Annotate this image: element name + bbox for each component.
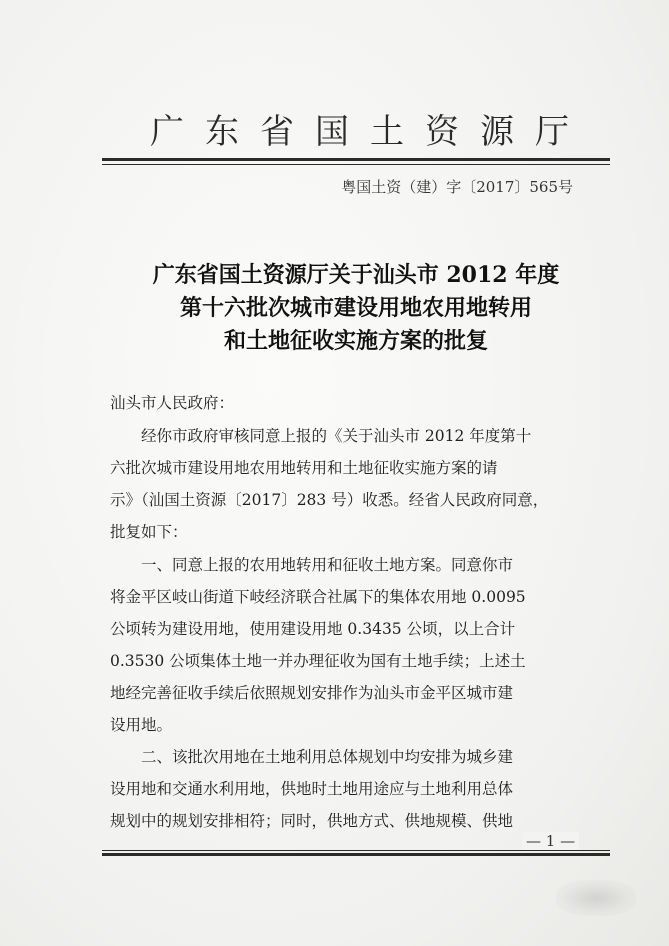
document-number: 粤国土资（建）字〔2017〕565号 bbox=[341, 178, 573, 196]
body-line: 规划中的规划安排相符；同时，供地方式、供地规模、供地 bbox=[110, 812, 514, 830]
body-line: 设用地。 bbox=[110, 716, 173, 734]
body-line: 一、同意上报的农用地转用和征收土地方案。同意你市 bbox=[141, 556, 514, 574]
page-number: — 1 — bbox=[522, 832, 579, 850]
body-line: 批复如下： bbox=[110, 523, 188, 541]
agency-header: 广东省国土资源厅 bbox=[150, 112, 590, 152]
scan-smudge bbox=[556, 880, 636, 916]
body-line: 设用地和交通水利用地，供地时土地用途应与土地利用总体 bbox=[110, 780, 514, 798]
body-line: 地经完善征收手续后依照规划安排作为汕头市金平区城市建 bbox=[110, 684, 514, 702]
footer-rule-thick bbox=[102, 853, 610, 856]
body-line: 示》（汕国土资源〔2017〕283 号）收悉。经省人民政府同意， bbox=[110, 491, 549, 509]
header-rule-thin bbox=[102, 164, 610, 165]
document-title-line-3: 和土地征收实施方案的批复 bbox=[223, 328, 488, 354]
footer-rule-thin bbox=[102, 850, 610, 851]
body-line: 六批次城市建设用地农用地转用和土地征收实施方案的请 bbox=[110, 459, 498, 477]
document-title-line-2: 第十六批次城市建设用地农用地转用 bbox=[179, 295, 532, 321]
body-line: 经你市政府审核同意上报的《关于汕头市 2012 年度第十 bbox=[141, 427, 532, 445]
addressee: 汕头市人民政府： bbox=[110, 394, 235, 412]
body-line: 二、该批次用地在土地利用总体规划中均安排为城乡建 bbox=[141, 748, 514, 766]
header-rule-thick bbox=[102, 158, 610, 161]
body-line: 公顷转为建设用地，使用建设用地 0.3435 公顷，以上合计 bbox=[110, 620, 516, 638]
body-line: 将金平区岐山街道下岐经济联合社属下的集体农用地 0.0095 bbox=[110, 588, 526, 606]
body-line: 0.3530 公顷集体土地一并办理征收为国有土地手续；上述土 bbox=[110, 652, 526, 670]
document-title-line-1: 广东省国土资源厅关于汕头市 2012 年度 bbox=[152, 262, 560, 288]
